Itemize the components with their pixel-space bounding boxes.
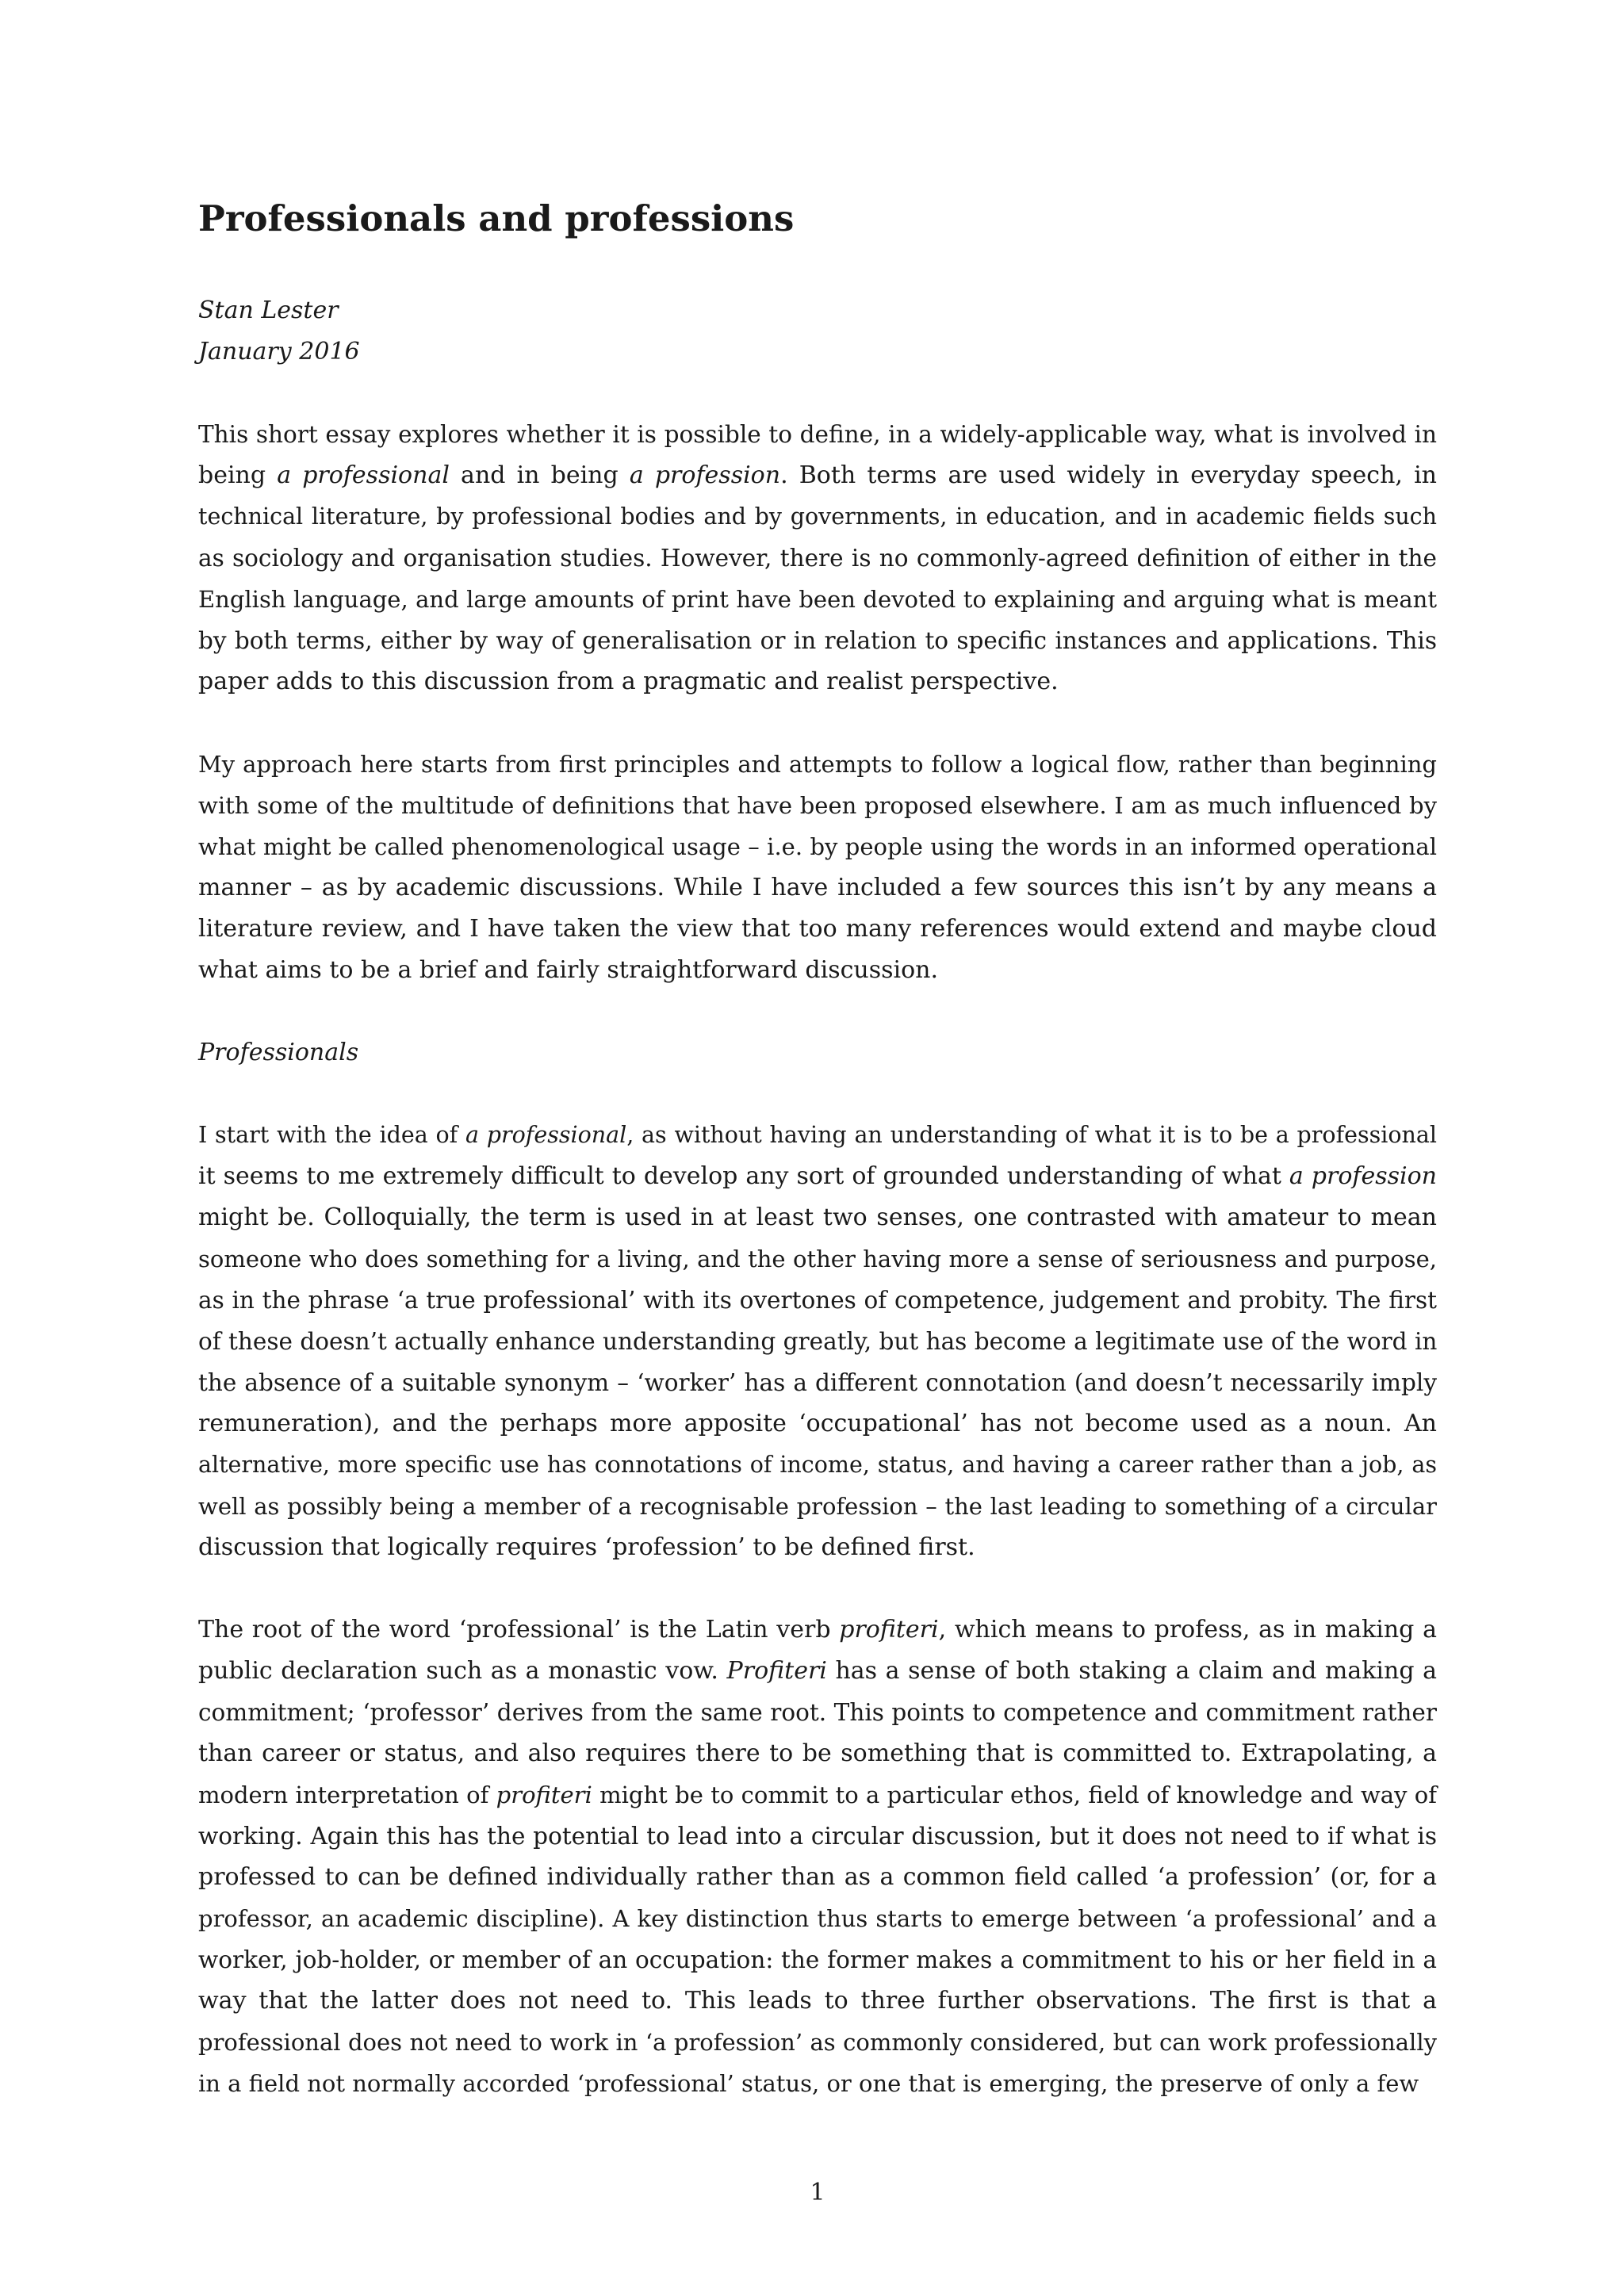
paragraph-latin-root	[198, 1609, 1437, 2104]
text-run: it seems to me extremely difficult to develop any sort of grounded understanding of what	[198, 1162, 1289, 1190]
text-run: with some of the multitude of definitions that have been proposed elsewhere. I am as much influenced by	[198, 792, 1437, 819]
text-run: the absence of a suitable synonym – ‘worker’ has a different connotation (and doesn’t necessarily imply	[198, 1369, 1437, 1396]
text-line	[198, 455, 1437, 496]
italic-text: a professional	[277, 461, 450, 489]
text-line	[198, 744, 1437, 785]
italic-text: a professional	[465, 1122, 627, 1148]
paragraph-professional-idea	[198, 1115, 1437, 1568]
text-run: and in being	[449, 461, 630, 489]
text-line	[198, 909, 1437, 950]
text-run: professional does not need to work in ‘a profession’ as commonly considered, but can work professionally	[198, 2029, 1437, 2056]
text-run: literature review, and I have taken the view that too many references would extend and maybe cloud	[198, 915, 1437, 943]
document-title: Professionals and professions	[198, 197, 795, 239]
text-run: might be. Colloquially, the term is used in at least two senses, one contrasted with amateur to mean	[198, 1203, 1437, 1231]
text-line	[198, 661, 1437, 702]
text-run: modern interpretation of	[198, 1781, 496, 1808]
text-run: commitment; ‘professor’ derives from the same root. This points to competence and commitment rather	[198, 1699, 1437, 1726]
italic-text: profiteri	[496, 1781, 592, 1808]
text-line	[198, 826, 1437, 867]
text-line	[198, 1816, 1437, 1857]
text-run: manner – as by academic discussions. While I have included a few sources this isn’t by any means a	[198, 874, 1437, 901]
paragraph-intro	[198, 414, 1437, 702]
text-run: well as possibly being a member of a recognisable profession – the last leading to something of a circular	[198, 1493, 1437, 1520]
text-line	[198, 538, 1437, 579]
text-line	[198, 1362, 1437, 1403]
text-line	[198, 1197, 1437, 1238]
text-run: public declaration such as a monastic vow.	[198, 1657, 727, 1685]
text-run: , as without having an understanding of what it is to be a professional	[626, 1122, 1437, 1148]
text-line	[198, 1609, 1437, 1651]
text-run: This short essay explores whether it is possible to define, in a widely-applicable way, what is involved in	[198, 421, 1437, 448]
text-run: as in the phrase ‘a true professional’ with its overtones of competence, judgement and probity. The first	[198, 1287, 1437, 1314]
text-line	[198, 1898, 1437, 1939]
text-run: worker, job-holder, or member of an occupation: the former makes a commitment to his or her field in a	[198, 1946, 1437, 1973]
text-line	[198, 785, 1437, 826]
text-run: working. Again this has the potential to lead into a circular discussion, but it does not need to if what is	[198, 1823, 1437, 1850]
text-line	[198, 1939, 1437, 1980]
text-run: paper adds to this discussion from a pragmatic and realist perspective.	[198, 668, 1059, 695]
text-line	[198, 1980, 1437, 2022]
text-line	[198, 1403, 1437, 1445]
text-run: technical literature, by professional bodies and by governments, in education, and in academic fields such	[198, 503, 1437, 530]
text-line	[198, 1115, 1437, 1156]
text-line	[198, 1774, 1437, 1816]
text-line	[198, 867, 1437, 909]
text-run: being	[198, 461, 278, 489]
text-run: The root of the word ‘professional’ is the Latin verb	[198, 1616, 840, 1644]
text-line	[198, 1486, 1437, 1527]
text-line	[198, 579, 1437, 620]
text-run: , which means to profess, as in making a	[938, 1616, 1437, 1644]
text-line	[198, 496, 1437, 538]
text-run: remuneration), and the perhaps more apposite ‘occupational’ has not become used as a noun. An	[198, 1410, 1437, 1437]
italic-text: a profession	[1289, 1162, 1437, 1190]
text-line	[198, 1651, 1437, 1692]
text-line	[198, 1321, 1437, 1362]
italic-text: a profession	[629, 461, 781, 489]
author-name: Stan Lester	[198, 297, 339, 324]
text-run: My approach here starts from first principles and attempts to follow a logical flow, rather than beginning	[198, 751, 1437, 778]
text-line	[198, 1692, 1437, 1733]
publication-date: January 2016	[198, 338, 360, 365]
paragraph-approach	[198, 744, 1437, 991]
text-run: discussion that logically requires ‘profession’ to be defined first.	[198, 1533, 975, 1561]
text-line	[198, 1156, 1437, 1197]
text-line	[198, 2063, 1437, 2104]
text-run: way that the latter does not need to. This leads to three further observations. The first is that a	[198, 1987, 1437, 2015]
text-run: what aims to be a brief and fairly straightforward discussion.	[198, 956, 939, 984]
text-run: has a sense of both staking a claim and making a	[826, 1657, 1437, 1685]
text-run: professed to can be defined individually rather than as a common field called ‘a profession’ (or, for a	[198, 1863, 1437, 1891]
text-line	[198, 1280, 1437, 1321]
text-run: what might be called phenomenological usage – i.e. by people using the words in an informed operational	[198, 833, 1437, 860]
text-line	[198, 1445, 1437, 1486]
text-run: English language, and large amounts of print have been devoted to explaining and arguing what is meant	[198, 586, 1437, 613]
text-line	[198, 2022, 1437, 2063]
text-line	[198, 1733, 1437, 1774]
italic-text: Profiteri	[726, 1657, 827, 1685]
text-run: by both terms, either by way of generalisation or in relation to specific instances and applications. This	[198, 627, 1437, 654]
text-run: might be to commit to a particular ethos, field of knowledge and way of	[592, 1781, 1438, 1808]
text-run: . Both terms are used widely in everyday speech, in	[780, 461, 1437, 489]
text-line	[198, 1238, 1437, 1280]
text-line	[198, 1527, 1437, 1568]
italic-text: profiteri	[839, 1616, 939, 1644]
text-run: as sociology and organisation studies. However, there is no commonly-agreed definition of either in the	[198, 545, 1437, 572]
text-run: of these doesn’t actually enhance understanding greatly, but has become a legitimate use of the word in	[198, 1328, 1438, 1355]
text-run: alternative, more specific use has connotations of income, status, and having a career rather than a job, as	[198, 1452, 1437, 1478]
text-line	[198, 1857, 1437, 1898]
text-run: in a field not normally accorded ‘professional’ status, or one that is emerging, the preserve of only a few	[198, 2070, 1419, 2097]
text-run: someone who does something for a living, and the other having more a sense of seriousness and purpose,	[198, 1246, 1437, 1272]
text-run: than career or status, and also requires there to be something that is committed to. Extrapolating, a	[198, 1739, 1437, 1767]
text-run: professor, an academic discipline). A key distinction thus starts to emerge between ‘a professional’ and a	[198, 1905, 1437, 1932]
text-line	[198, 620, 1437, 661]
text-line	[198, 950, 1437, 991]
text-run: I start with the idea of	[198, 1122, 465, 1148]
page-number: 1	[810, 2179, 825, 2206]
section-heading-professionals: Professionals	[198, 1039, 359, 1066]
text-line	[198, 414, 1437, 455]
